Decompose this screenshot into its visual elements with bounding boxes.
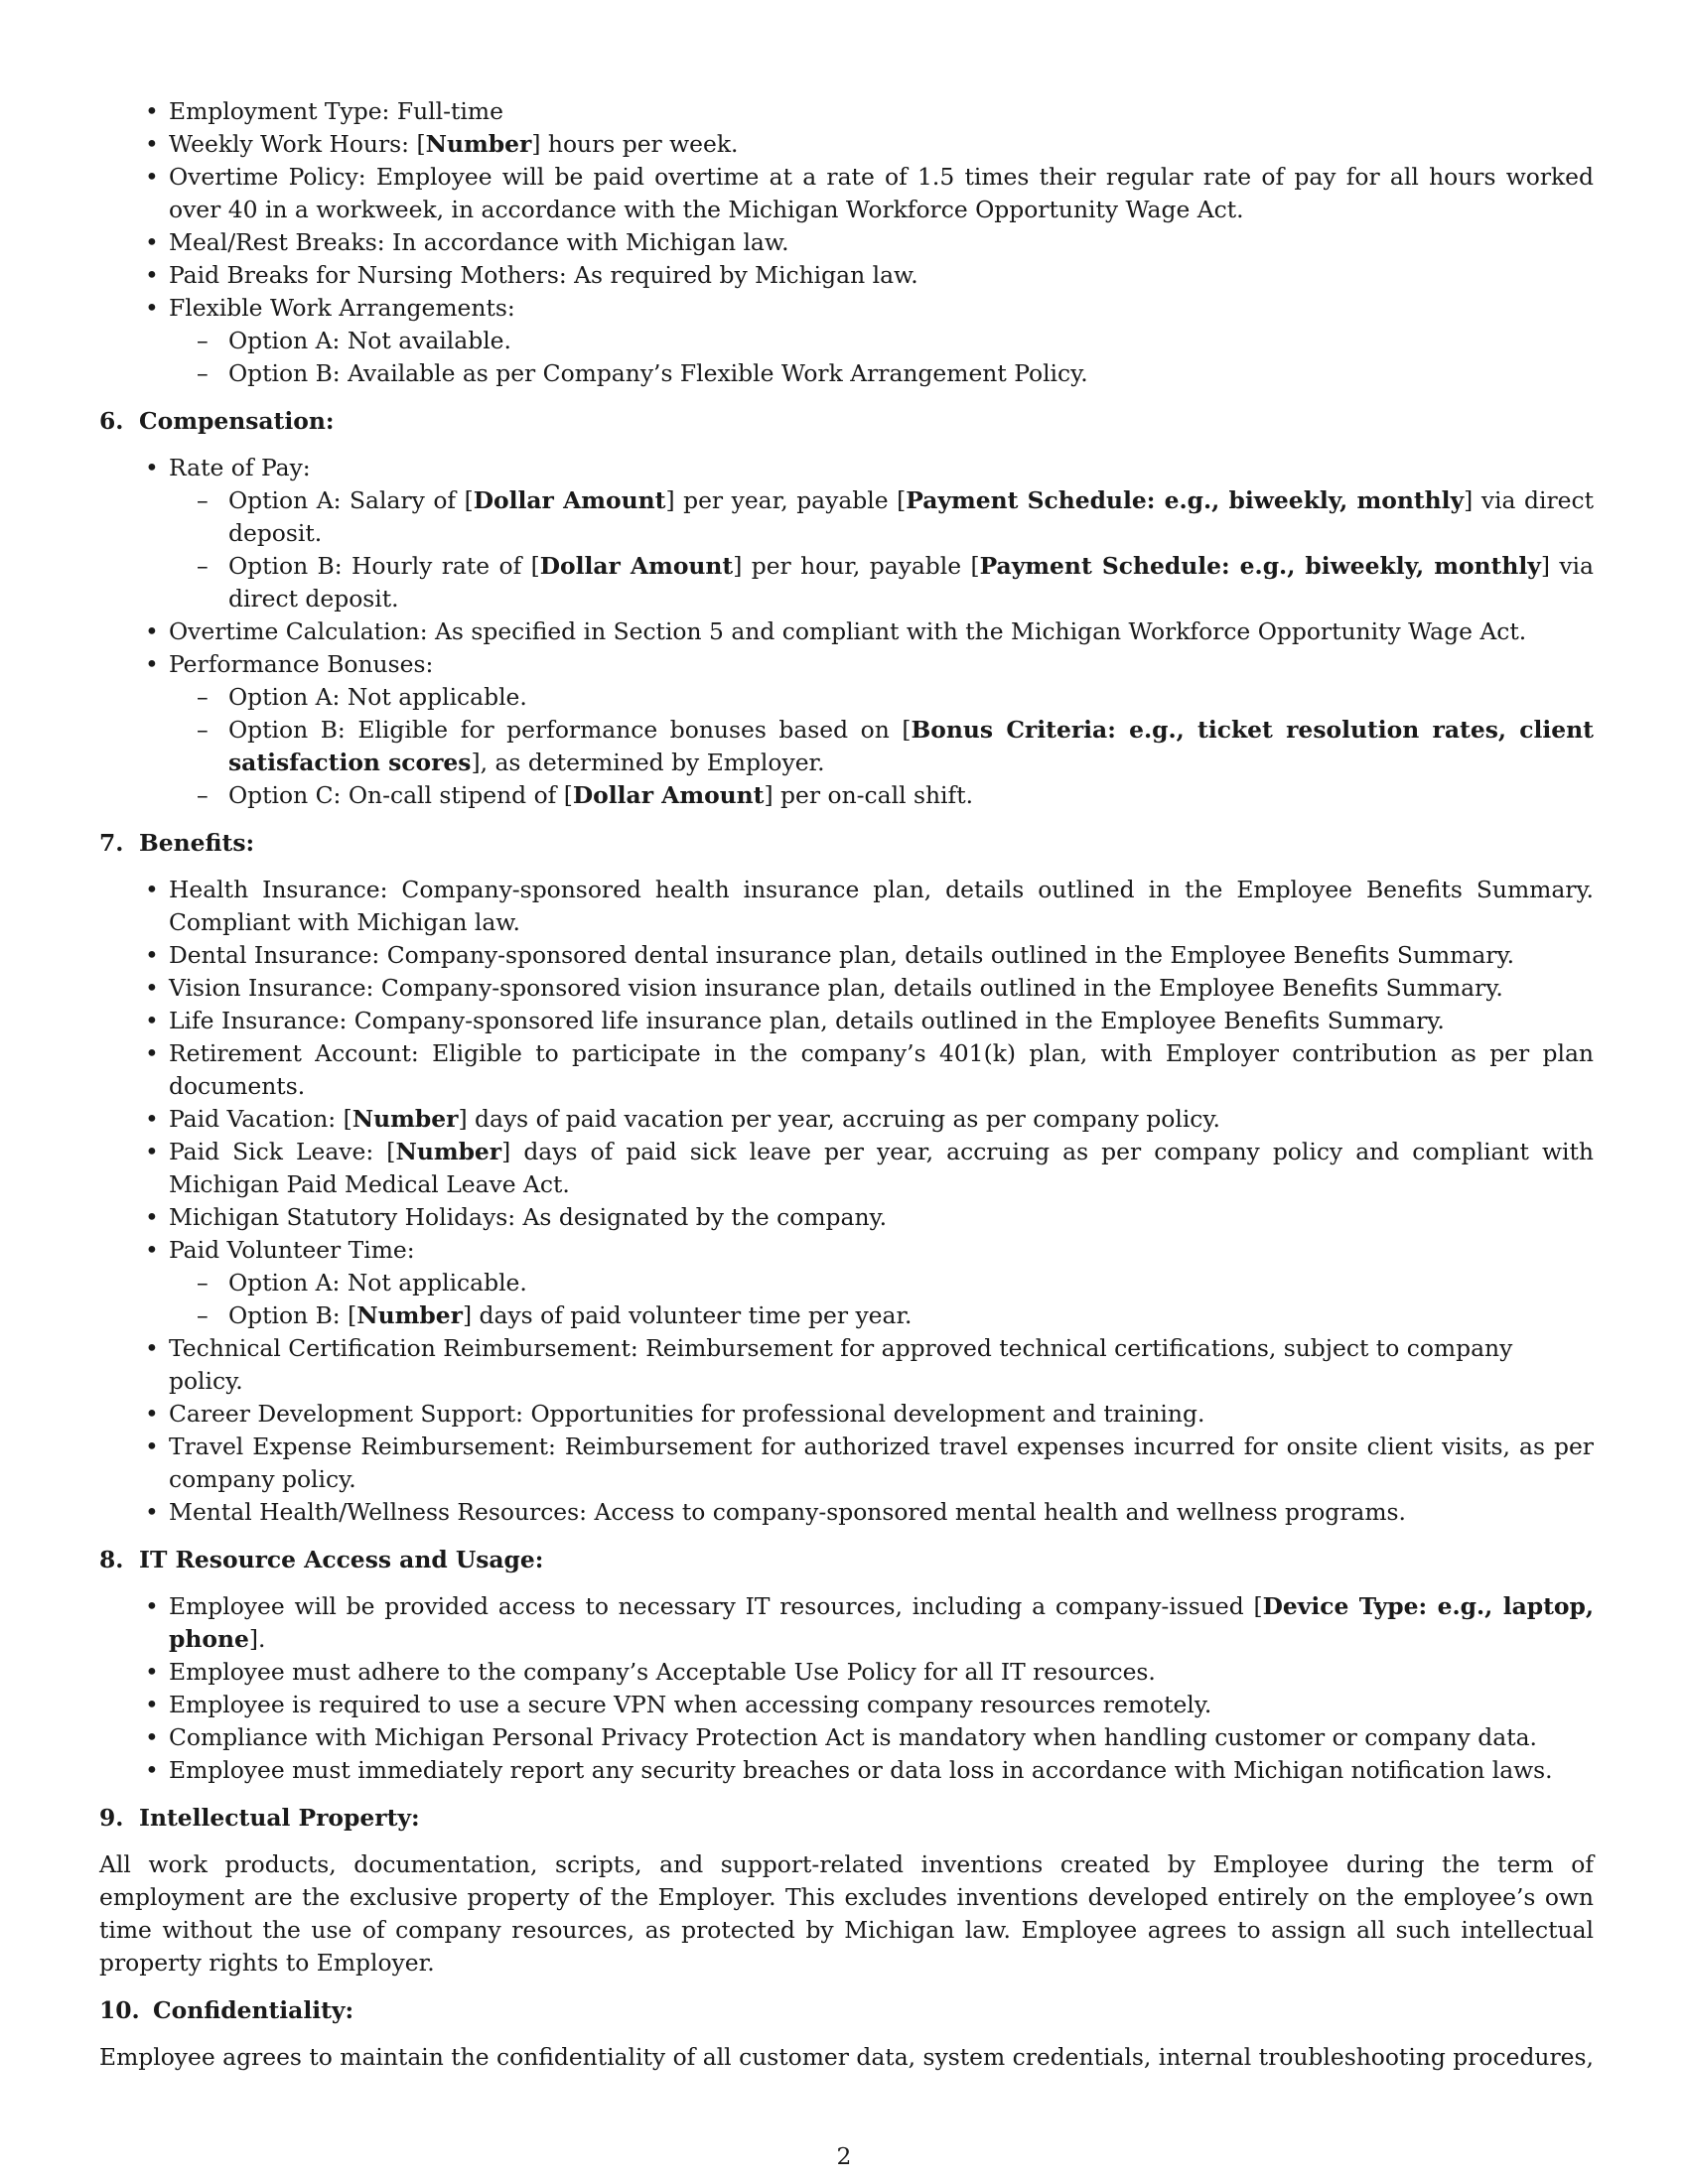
list-item: • Employee must immediately report any security breaches or data loss in accordance with Michigan notification laws. (99, 1754, 1594, 1787)
list-item: • Employment Type: Full-time (99, 95, 1594, 128)
list-item: • Employee must adhere to the company’s Acceptable Use Policy for all IT resources. (99, 1656, 1594, 1689)
page-number: 2 (836, 2142, 852, 2170)
list-item: • Employee will be provided access to necessary IT resources, including a company-issued [Device Type: e.g., laptop, phone]. (99, 1590, 1594, 1656)
list-item: • Technical Certification Reimbursement: Reimbursement for approved technical certifications, subject to company policy. (99, 1332, 1594, 1398)
sub-list (169, 1267, 1594, 1332)
list-item: • Meal/Rest Breaks: In accordance with Michigan law. (99, 226, 1594, 259)
list-item: • Compliance with Michigan Personal Privacy Protection Act is mandatory when handling customer or company data. (99, 1721, 1594, 1754)
compensation-list (99, 452, 1594, 812)
document-page (99, 95, 1594, 2074)
list-item: • Michigan Statutory Holidays: As designated by the company. (99, 1201, 1594, 1234)
sub-list-item: – Option A: Salary of [Dollar Amount] per year, payable [Payment Schedule: e.g., biweekly, monthly] via direct deposit. (169, 484, 1594, 550)
list-item: • Flexible Work Arrangements: – Option A: Not available. – Option B: Available as per Company’s Flexible Work Arrangement Policy. (99, 292, 1594, 390)
sub-list (169, 681, 1594, 812)
section-heading: 8. IT Resource Access and Usage: (99, 1546, 544, 1573)
work-schedule-list (99, 95, 1594, 390)
list-item: • Health Insurance: Company-sponsored health insurance plan, details outlined in the Employee Benefits Summary. Compliant with Michigan law. (99, 874, 1594, 939)
list-item: • Travel Expense Reimbursement: Reimbursement for authorized travel expenses incurred for onsite client visits, as per company policy. (99, 1431, 1594, 1496)
list-item: • Mental Health/Wellness Resources: Access to company-sponsored mental health and wellness programs. (99, 1496, 1594, 1529)
list-item: • Overtime Calculation: As specified in Section 5 and compliant with the Michigan Workforce Opportunity Wage Act. (99, 615, 1594, 648)
list-item: • Life Insurance: Company-sponsored life insurance plan, details outlined in the Employee Benefits Summary. (99, 1005, 1594, 1037)
list-item: • Paid Volunteer Time: – Option A: Not applicable. – Option B: [Number] days of paid volunteer time per year. (99, 1234, 1594, 1332)
list-item: • Employee is required to use a secure VPN when accessing company resources remotely. (99, 1689, 1594, 1721)
list-item: • Paid Sick Leave: [Number] days of paid sick leave per year, accruing as per company policy and compliant with Michigan Paid Medical Leave Act. (99, 1136, 1594, 1201)
list-item: • Career Development Support: Opportunities for professional development and training. (99, 1398, 1594, 1431)
sub-list-item: – Option B: Eligible for performance bonuses based on [Bonus Criteria: e.g., ticket resolution rates, client satisfaction scores], as determined by Employer. (169, 714, 1594, 779)
sub-list-item: – Option A: Not applicable. (169, 681, 1594, 714)
section-heading: 6. Compensation: (99, 407, 335, 435)
section-heading: 9. Intellectual Property: (99, 1804, 420, 1832)
sub-list-item: – Option B: [Number] days of paid volunteer time per year. (169, 1299, 1594, 1332)
sub-list-item: – Option B: Available as per Company’s Flexible Work Arrangement Policy. (169, 357, 1594, 390)
sub-list (169, 484, 1594, 615)
benefits-list (99, 874, 1594, 1529)
confidentiality-paragraph: Employee agrees to maintain the confidentiality of all customer data, system credentials, internal troubleshooting procedures, (99, 2043, 1594, 2071)
sub-list-item: – Option A: Not available. (169, 325, 1594, 357)
list-item: • Weekly Work Hours: [Number] hours per week. (99, 128, 1594, 161)
sub-list-item: – Option A: Not applicable. (169, 1267, 1594, 1299)
sub-list-item: – Option B: Hourly rate of [Dollar Amount] per hour, payable [Payment Schedule: e.g., biweekly, monthly] via direct deposit. (169, 550, 1594, 615)
list-item: • Paid Vacation: [Number] days of paid vacation per year, accruing as per company policy. (99, 1103, 1594, 1136)
list-item: • Overtime Policy: Employee will be paid overtime at a rate of 1.5 times their regular rate of pay for all hours worked over 40 in a workweek, in accordance with the Michigan Workforce Opportunity Wage Act. (99, 161, 1594, 226)
list-item: • Paid Breaks for Nursing Mothers: As required by Michigan law. (99, 259, 1594, 292)
it-resources-list (99, 1590, 1594, 1787)
placeholder-field: Number (425, 130, 532, 158)
list-item: • Retirement Account: Eligible to participate in the company’s 401(k) plan, with Employer contribution as per plan documents. (99, 1037, 1594, 1103)
list-item: • Dental Insurance: Company-sponsored dental insurance plan, details outlined in the Employee Benefits Summary. (99, 939, 1594, 972)
list-item: • Performance Bonuses: – Option A: Not applicable. – Option B: Eligible for performance bonuses based on [Bonus Criteria: e.g., ticket resolution rates, client satisfaction scores], as determined by Employer. – Option C: On-call stipend of [Dollar Amount] per on-call shift. (99, 648, 1594, 812)
list-item: • Rate of Pay: – Option A: Salary of [Dollar Amount] per year, payable [Payment Schedule: e.g., biweekly, monthly] via direct deposit. – Option B: Hourly rate of [Dollar Amount] per hour, payable [Payment Schedule: e.g., biweekly, monthly] via direct deposit. (99, 452, 1594, 615)
section-heading: 10. Confidentiality: (99, 1996, 354, 2024)
sub-list-item: – Option C: On-call stipend of [Dollar Amount] per on-call shift. (169, 779, 1594, 812)
section-heading: 7. Benefits: (99, 829, 255, 857)
intellectual-property-paragraph: All work products, documentation, scripts, and support-related inventions created by Employee during the term of employment are the exclusive property of the Employer. This excludes inventions developed entirely on the employee’s own time without the use of company resources, as protected by Michigan law. Employee agrees to assign all such intellectual property rights to Employer. (99, 1850, 1594, 1977)
sub-list (169, 325, 1594, 390)
list-item: • Vision Insurance: Company-sponsored vision insurance plan, details outlined in the Employee Benefits Summary. (99, 972, 1594, 1005)
